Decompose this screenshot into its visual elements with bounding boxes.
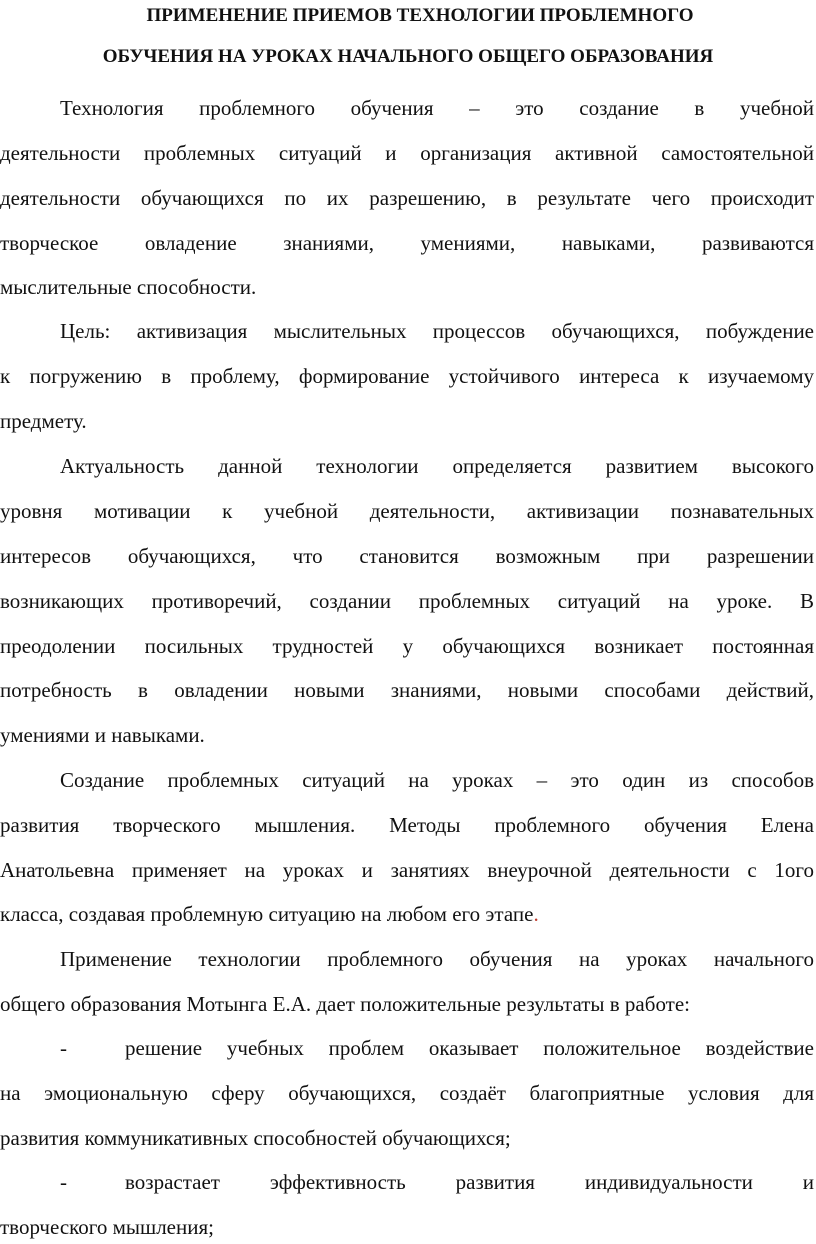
paragraph-5-line: Применение технологии проблемного обучения на уроках начального [60, 947, 814, 971]
paragraph-4-text: класса, создавая проблемную ситуацию на любом его этапе [0, 902, 534, 926]
paragraph-3-line: возникающих противоречий, создании проблемных ситуаций на уроке. В [0, 589, 814, 613]
document-title-line-1: ПРИМЕНЕНИЕ ПРИЕМОВ ТЕХНОЛОГИИ ПРОБЛЕМНОГО [146, 5, 694, 26]
paragraph-1-line: деятельности проблемных ситуаций и организация активной самостоятельной [0, 141, 814, 165]
paragraph-3-line: потребность в овладении новыми знаниями, новыми способами действий, [0, 678, 814, 702]
paragraph-1-line: мыслительные способности. [0, 275, 257, 299]
paragraph-2-line: Цель: активизация мыслительных процессов обучающихся, побуждение [60, 319, 814, 343]
paragraph-2-line: предмету. [0, 409, 87, 433]
paragraph-4-last-line [0, 899, 814, 929]
paragraph-4-line: развития творческого мышления. Методы проблемного обучения Елена [0, 813, 814, 837]
document-title-line-2: ОБУЧЕНИЯ НА УРОКАХ НАЧАЛЬНОГО ОБЩЕГО ОБРАЗОВАНИЯ [102, 46, 714, 67]
paragraph-3-line: преодолении посильных трудностей у обучающихся возникает постоянная [0, 634, 814, 658]
bullet-2-text: возрастает эффективность развития индивидуальности и [125, 1170, 814, 1194]
paragraph-3-line: уровня мотивации к учебной деятельности, активизации познавательных [0, 499, 814, 523]
paragraph-4-end-dot: . [533, 902, 539, 926]
paragraph-5-line: общего образования Мотынга Е.А. дает положительные результаты в работе: [0, 992, 690, 1016]
bullet-1-line: развития коммуникативных способностей обучающихся; [0, 1126, 511, 1150]
bullet-2-line: творческого мышления; [0, 1215, 214, 1239]
paragraph-4-line: Анатольевна применяет на уроках и занятиях внеурочной деятельности с 1ого [0, 858, 814, 882]
paragraph-2-line: к погружению в проблему, формирование устойчивого интереса к изучаемому [0, 364, 814, 388]
bullet-dash: - [60, 1170, 67, 1194]
paragraph-1-line: деятельности обучающихся по их разрешению, в результате чего происходит [0, 186, 814, 210]
bullet-1-text: решение учебных проблем оказывает положительное воздействие [125, 1036, 814, 1060]
bullet-dash: - [60, 1036, 67, 1060]
paragraph-1-line: творческое овладение знаниями, умениями, навыками, развиваются [0, 231, 814, 255]
paragraph-3-line: Актуальность данной технологии определяется развитием высокого [60, 454, 814, 478]
bullet-1-first-line [60, 1033, 814, 1063]
bullet-1-line: на эмоциональную сферу обучающихся, создаёт благоприятные условия для [0, 1081, 814, 1105]
paragraph-1-line: Технология проблемного обучения – это создание в учебной [60, 96, 814, 120]
bullet-2-first-line [60, 1167, 814, 1197]
paragraph-4-line: Создание проблемных ситуаций на уроках – это один из способов [60, 768, 814, 792]
paragraph-3-line: интересов обучающихся, что становится возможным при разрешении [0, 544, 814, 568]
paragraph-3-line: умениями и навыками. [0, 723, 205, 747]
